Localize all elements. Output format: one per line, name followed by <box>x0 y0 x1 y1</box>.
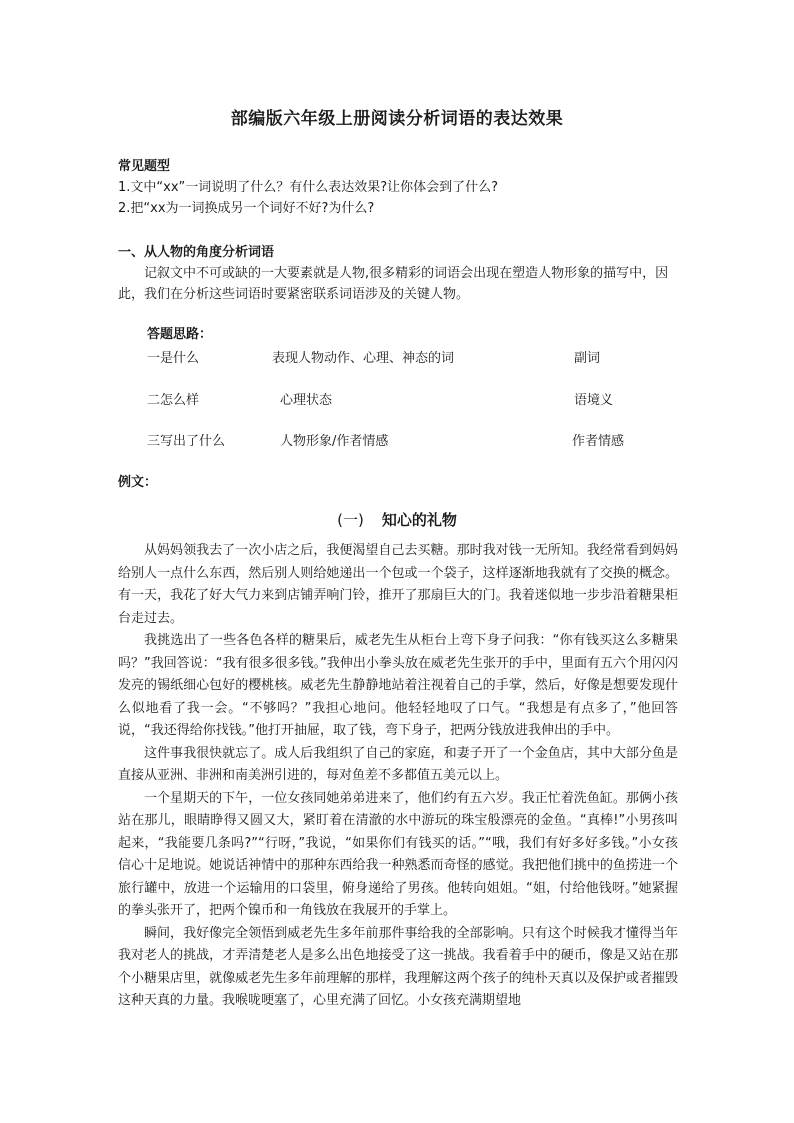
thinking-content: 人物形象/作者情感 <box>280 434 389 449</box>
question-2: 2.把“xx为一词换成另一个词好不好?为什么? <box>118 201 375 216</box>
common-questions <box>118 156 678 219</box>
thinking-row <box>147 430 667 450</box>
essay-paragraph: 这件事我很快就忘了。成人后我组织了自己的家庭，和妻子开了一个金鱼店，其中大部分鱼是直接从亚洲、非洲和南美洲引进的，每对鱼差不多都值五美元以上。 <box>118 745 678 783</box>
example-label: 例文： <box>118 475 158 490</box>
thinking-content: 心理状态 <box>280 393 333 408</box>
thinking-step: 三写出了什么 <box>147 434 226 449</box>
thinking-note: 作者情感 <box>572 434 625 449</box>
essay-title <box>0 509 794 530</box>
essay-paragraph: 瞬间，我好像完全领悟到威老先生多年前那件事给我的全部影响。只有这个时候我才懂得当年我对老人的挑战，才弄清楚老人是多么出色地接受了这一挑战。我看着手中的硬币，像是又站在那个小糖果店里，就像威老先生多年前理解的那样，我理解这两个孩子的纯朴天真以及保护或者摧毁这种天真的力量。我喉咙哽塞了，心里充满了回忆。小女孩充满期望地 <box>118 925 678 1008</box>
thinking-row <box>147 347 667 367</box>
document-title: 部编版六年级上册阅读分析词语的表达效果 <box>230 109 564 129</box>
essay-paragraph: 从妈妈领我去了一次小店之后，我便渴望自己去买糖。那时我对钱一无所知。我经常看到妈妈给别人一点什么东西，然后别人则给她递出一个包或一个袋子，这样逐渐地我就有了交换的概念。有一天，我花了好大气力来到店铺弄响门铃，推开了那扇巨大的门。我着迷似地一步步沿着糖果柜台走过去。 <box>118 543 678 626</box>
thinking-step: 二怎么样 <box>147 393 200 408</box>
essay-paragraph: 我挑选出了一些各色各样的糖果后，威老先生从柜台上弯下身子问我：“你有钱买这么多糖果吗？”我回答说：“我有很多很多钱。”我伸出小拳头放在威老先生张开的手中，里面有五六个用闪闪发亮的锡纸细心包好的樱桃核。威老先生静静地站着注视着自己的手掌，然后，好像是想要发现什么似地看了我一会。“不够吗？”我担心地问。他轻轻地叹了口气。“我想是有点多了，”他回答说，“我还得给你找钱。”他打开抽屉，取了钱，弯下身子，把两分钱放进我伸出的手中。 <box>118 633 678 738</box>
essay-paragraph: 一个星期天的下午，一位女孩同她弟弟进来了，他们约有五六岁。我正忙着洗鱼缸。那俩小孩站在那儿，眼睛睁得又圆又大，紧盯着在清澈的水中游玩的珠宝般漂亮的金鱼。“真棒!”小男孩叫起来，“我能要几条吗?”“行呀，”我说，“如果你们有钱买的话。”“哦，我们有好多好多钱。”小女孩信心十足地说。她说话神情中的那种东西给我一种熟悉而奇怪的感觉。我把他们挑中的鱼捞进一个旅行罐中，放进一个运输用的口袋里，俯身递给了男孩。他转向姐姐。“姐，付给他钱呀。”她紧握的拳头张开了，把两个镍币和一角钱放在我展开的手掌上。 <box>118 790 678 918</box>
common-questions-heading: 常见题型 <box>118 159 171 174</box>
thinking-heading: 答题思路： <box>147 327 213 342</box>
essay-title-text: 知心的礼物 <box>381 511 457 529</box>
thinking-content: 表现人物动作、心理、神态的词 <box>272 351 455 366</box>
section-1-body: 记叙文中不可或缺的一大要素就是人物,很多精彩的词语会出现在塑造人物形象的描写中，因此，我们在分析这些词语时要紧密联系词语涉及的关键人物。 <box>118 266 669 302</box>
question-1: 1.文中“xx”一词说明了什么？有什么表达效果?让你体会到了什么? <box>118 180 499 195</box>
thinking-step: 一是什么 <box>147 351 200 366</box>
section-1-heading: 一、从人物的角度分析词语 <box>118 245 275 260</box>
thinking-row <box>147 389 667 409</box>
thinking-note: 副词 <box>574 351 601 366</box>
section-1 <box>118 242 678 305</box>
thinking-note: 语境义 <box>574 393 614 408</box>
essay-body <box>118 540 678 1013</box>
essay-number: (一) <box>337 511 364 529</box>
